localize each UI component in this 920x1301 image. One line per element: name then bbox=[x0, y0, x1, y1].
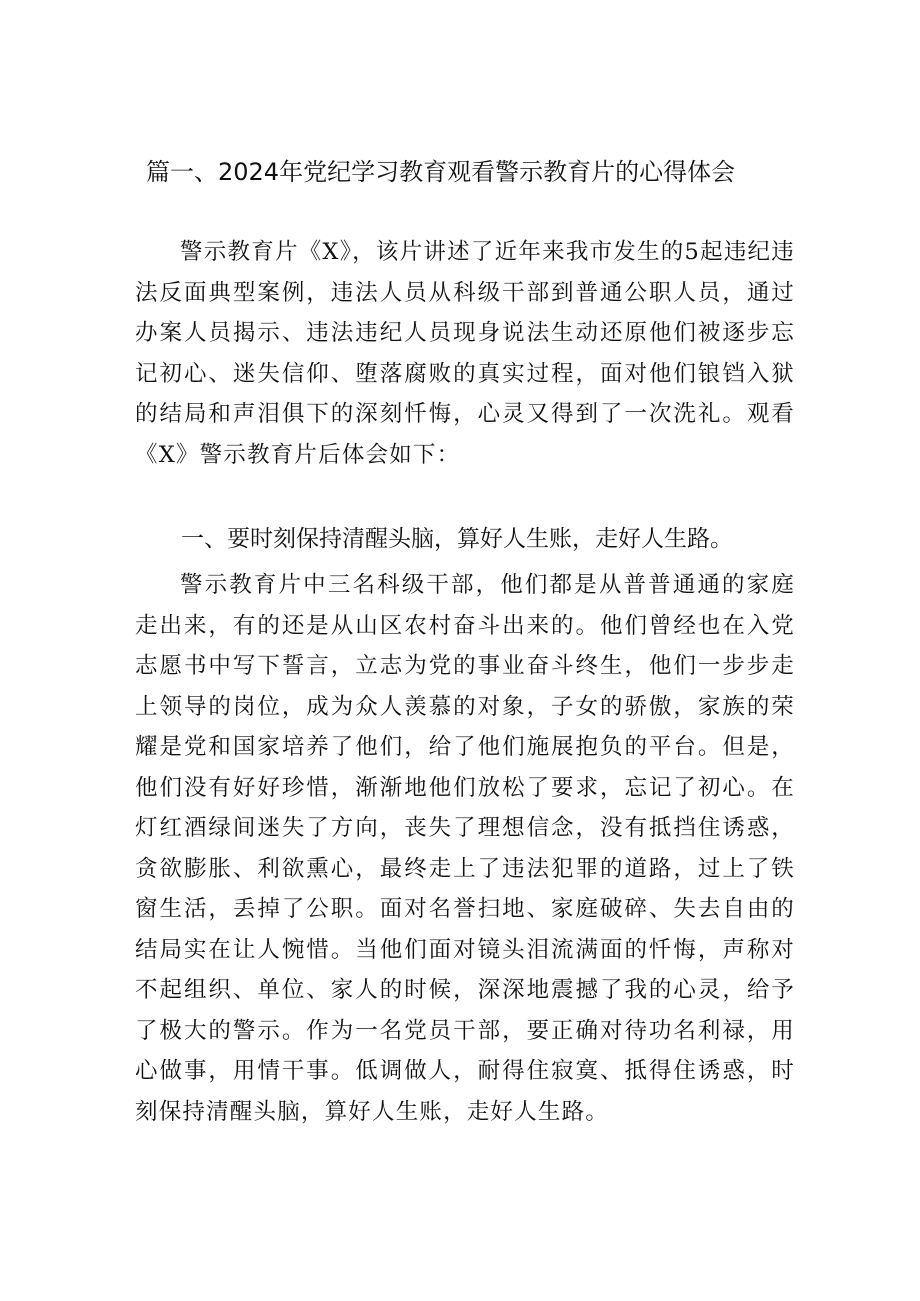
section-heading: 一、要时刻保持清醒头脑，算好人生账，走好人生路。 bbox=[181, 526, 733, 552]
document-title: 篇一、2024年党纪学习教育观看警示教育片的心得体会 bbox=[146, 158, 736, 186]
section-paragraph: 警示教育片中三名科级干部，他们都是从普普通通的家庭走出来，有的还是从山区农村奋斗出来的。他们曾经也在入党志愿书中写下誓言，立志为党的事业奋斗终生，他们一步步走上领导的岗位，成为众人羡慕的对象，子女的骄傲，家族的荣耀是党和国家培养了他们，给了他们施展抱负的平台。但是，他们没有好好珍惜，渐渐地他们放松了要求，忘记了初心。在灯红酒绿间迷失了方向，丧失了理想信念，没有抵挡住诱惑，贪欲膨胀、利欲熏心，最终走上了违法犯罪的道路，过上了铁窗生活，丢掉了公职。面对名誉扫地、家庭破碎、失去自由的结局实在让人惋惜。当他们面对镜头泪流满面的忏悔，声称对不起组织、单位、家人的时候，深深地震撼了我的心灵，给予了极大的警示。作为一名党员干部，要正确对待功名利禄，用心做事，用情干事。低调做人，耐得住寂寞、抵得住诱惑，时刻保持清醒头脑，算好人生账，走好人生路。 bbox=[135, 572, 795, 1125]
intro-paragraph: 警示教育片《X》，该片讲述了近年来我市发生的5起违纪违法反面典型案例，违法人员从科级干部到普通公职人员，通过办案人员揭示、违法违纪人员现身说法生动还原他们被逐步忘记初心、迷失信仰、堕落腐败的真实过程，面对他们锒铛入狱的结局和声泪俱下的深刻忏悔，心灵又得到了一次洗礼。观看《X》警示教育片后体会如下： bbox=[135, 239, 795, 468]
